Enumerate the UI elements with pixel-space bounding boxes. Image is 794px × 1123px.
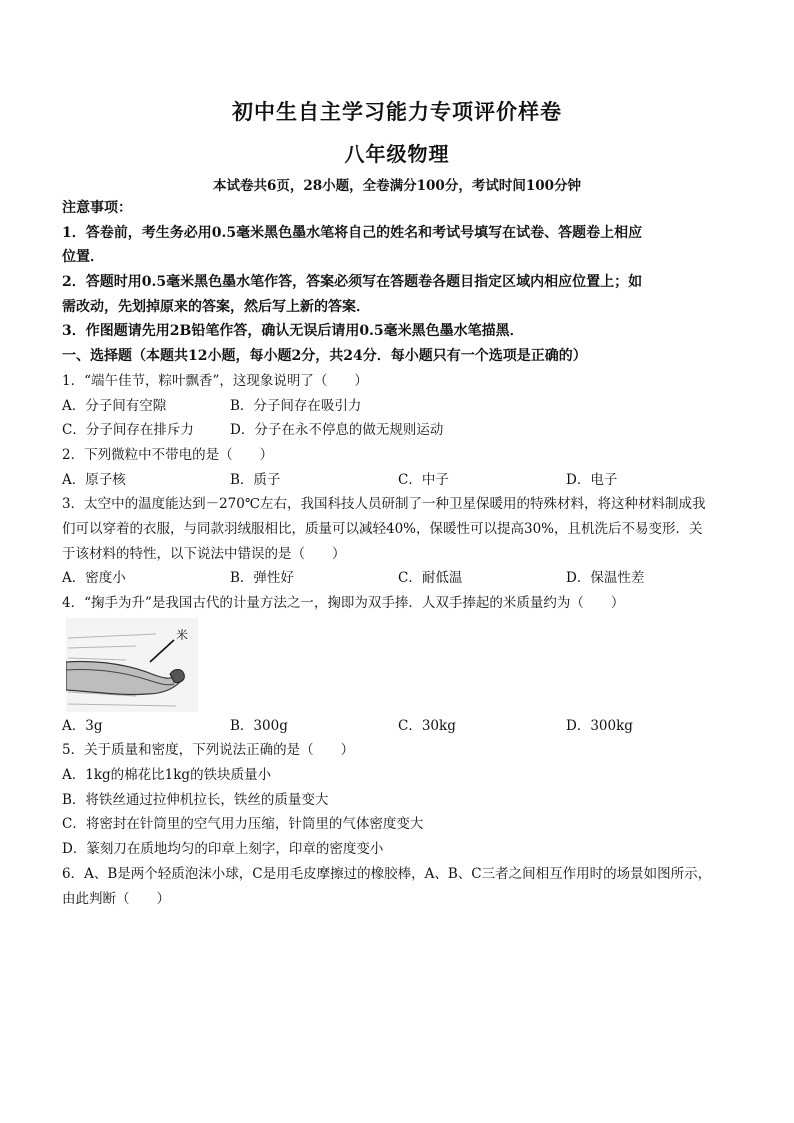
question-stem: 1．“端午佳节，粽叶飘香”，这现象说明了（ ） bbox=[62, 372, 368, 389]
notice-line: 1．答卷前，考生务必用0.5毫米黑色墨水笔将自己的姓名和考试号填写在试卷、答题卷上相应 bbox=[62, 224, 643, 241]
option-c: C．中子 bbox=[398, 471, 449, 488]
question-stem: 5．关于质量和密度，下列说法正确的是（ ） bbox=[62, 742, 355, 759]
question-stem: 4．“掬手为升”是我国古代的计量方法之一，掬即为双手捧．人双手捧起的米质量约为（ ） bbox=[62, 595, 625, 611]
section-heading: 一、选择题（本题共12小题，每小题2分，共24分．每小题只有一个选项是正确的） bbox=[62, 348, 587, 365]
option-a: A．3g bbox=[62, 717, 103, 734]
option-d: D．电子 bbox=[566, 471, 618, 488]
rice-label: 米 bbox=[176, 627, 189, 642]
option-row bbox=[62, 468, 742, 493]
option-a: A．1kg的棉花比1kg的铁块质量小 bbox=[62, 767, 272, 784]
option-c: C．分子间存在排斥力 bbox=[62, 422, 194, 439]
option-d: D．篆刻刀在质地均匀的印章上刻字，印章的密度变小 bbox=[62, 841, 384, 858]
option-b: B．将铁丝通过拉伸机拉长，铁丝的质量变大 bbox=[62, 791, 329, 808]
exam-info: 本试卷共6页，28小题，全卷满分100分，考试时间100分钟 bbox=[212, 178, 582, 194]
question-stem: 3．太空中的温度能达到－270℃左右，我国科技人员研制了一种卫星保暖用的特殊材料，将这种材料制成我 bbox=[62, 496, 706, 513]
hands-holding-rice-figure bbox=[66, 618, 198, 712]
option-c: C．将密封在针筒里的空气用力压缩，针筒里的气体密度变大 bbox=[62, 816, 424, 833]
notice-heading: 注意事项： bbox=[62, 200, 132, 216]
option-a: A．分子间有空隙 bbox=[62, 397, 167, 414]
option-row bbox=[62, 418, 742, 443]
question-stem: 们可以穿着的衣服，与同款羽绒服相比，质量可以减轻40%，保暖性可以提高30%，且机洗后不易变形．关 bbox=[62, 520, 703, 537]
question-stem: 2．下列微粒中不带电的是（ ） bbox=[62, 446, 274, 463]
exam-title: 初中生自主学习能力专项评价样卷 bbox=[232, 99, 562, 124]
option-a: A．原子核 bbox=[62, 471, 126, 488]
notice-line: 位置． bbox=[62, 249, 104, 266]
question-stem: 由此判断（ ） bbox=[62, 890, 170, 907]
notice-line: 需改动，先划掉原来的答案，然后写上新的答案． bbox=[62, 298, 370, 315]
exam-body bbox=[62, 196, 742, 911]
option-row bbox=[62, 566, 742, 591]
option-row bbox=[62, 394, 742, 419]
notice-line: 3．作图题请先用2B铅笔作答，确认无误后请用0.5毫米黑色墨水笔描黑． bbox=[62, 323, 524, 340]
option-d: D．保温性差 bbox=[566, 570, 645, 587]
option-a: A．密度小 bbox=[62, 570, 126, 587]
option-b: B．300g bbox=[230, 717, 288, 734]
option-b: B．质子 bbox=[230, 471, 281, 488]
option-c: C．耐低温 bbox=[398, 570, 463, 587]
option-c: C．30kg bbox=[398, 717, 456, 734]
question-stem: 6．A、B是两个轻质泡沫小球，C是用毛皮摩擦过的橡胶棒，A、B、C三者之间相互作用时的场景如图所示， bbox=[62, 865, 712, 882]
exam-subtitle: 八年级物理 bbox=[344, 142, 450, 166]
option-d: D．300kg bbox=[566, 717, 633, 734]
option-row bbox=[62, 714, 742, 739]
option-b: B．弹性好 bbox=[230, 570, 294, 587]
option-b: B．分子间存在吸引力 bbox=[230, 397, 362, 414]
question-stem: 于该材料的特性，以下说法中错误的是（ ） bbox=[62, 545, 346, 562]
notice-line: 2．答题时用0.5毫米黑色墨水笔作答，答案必须写在答题卷各题目指定区域内相应位置上；如 bbox=[62, 274, 643, 291]
option-d: D．分子在永不停息的做无规则运动 bbox=[230, 422, 444, 439]
